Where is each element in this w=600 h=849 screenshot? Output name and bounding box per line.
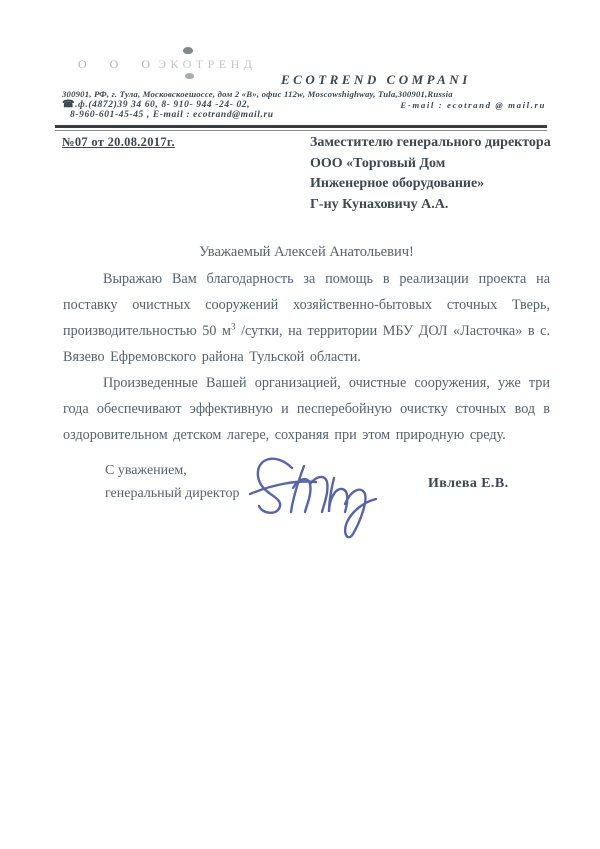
closing-block xyxy=(105,460,239,505)
closing-line: генеральный директор xyxy=(105,485,240,501)
body-paragraph-1 xyxy=(63,266,550,370)
contacts-row xyxy=(62,99,548,110)
reference-number: №07 от 20.08.2017г. xyxy=(62,135,175,149)
salutation: Уважаемый Алексей Анатольевич! xyxy=(199,244,414,260)
recipient-line: Заместителю генерального директора xyxy=(310,135,551,150)
recipient-line: Г-ну Кунаховичу А.А. xyxy=(310,196,449,212)
handwritten-signature xyxy=(246,446,401,544)
leaf-ornament-icon xyxy=(183,47,193,54)
letterhead-divider xyxy=(55,125,547,131)
logo-ooo-text: О О О xyxy=(78,57,160,71)
phone-line-2: 8-960-601-45-45 , E-mail : ecotrand@mail.ru xyxy=(70,110,274,120)
company-address: 300901, РФ, г. Тула, Московскоешоссе, дом 2 «В», офис 112w, Moscowshighway, Tula,300901,Russia xyxy=(62,89,453,99)
paragraph-1-text-cont: /сутки, на территории МБУ ДОЛ «Ласточка» в с. Вязево Ефремовского района Тульской области. xyxy=(63,323,550,365)
company-name: ECOTREND COMPANI xyxy=(281,72,471,87)
phone-icon: ☎ xyxy=(62,99,76,110)
letter-body xyxy=(63,266,550,448)
closing-line: С уважением, xyxy=(105,463,187,478)
recipient-block xyxy=(310,133,562,215)
logo-brand-text: ЭКОТРЕНД xyxy=(158,57,257,71)
company-email-right: E-mail : ecotrand @ mail.ru xyxy=(400,100,546,110)
recipient-line: Инженерное оборудование» xyxy=(310,176,485,191)
paragraph-1-text: Выражаю Вам благодарность за помощь в реализации проекта на поставку очистных сооружений хозяйственно-бытовых сточных Тверь, производительностью 50 м xyxy=(63,271,550,339)
superscript-cubed: 3 xyxy=(231,321,236,332)
recipient-line: ООО «Торговый Дом xyxy=(310,155,446,171)
phone-numbers xyxy=(62,100,250,110)
body-paragraph-2: Произведенные Вашей организацией, очистные сооружения, уже три года обеспечивают эффективную и песперебойную очистку сточных вод в оздоровительном детском лагере, сохраняя при этом природную среду. xyxy=(63,375,550,443)
phone-line-text: .ф.(4872)39 34 60, 8- 910- 944 -24- 02, xyxy=(75,100,251,110)
leaf-ornament-icon xyxy=(185,73,194,79)
signer-name: Ивлева Е.В. xyxy=(428,476,509,491)
